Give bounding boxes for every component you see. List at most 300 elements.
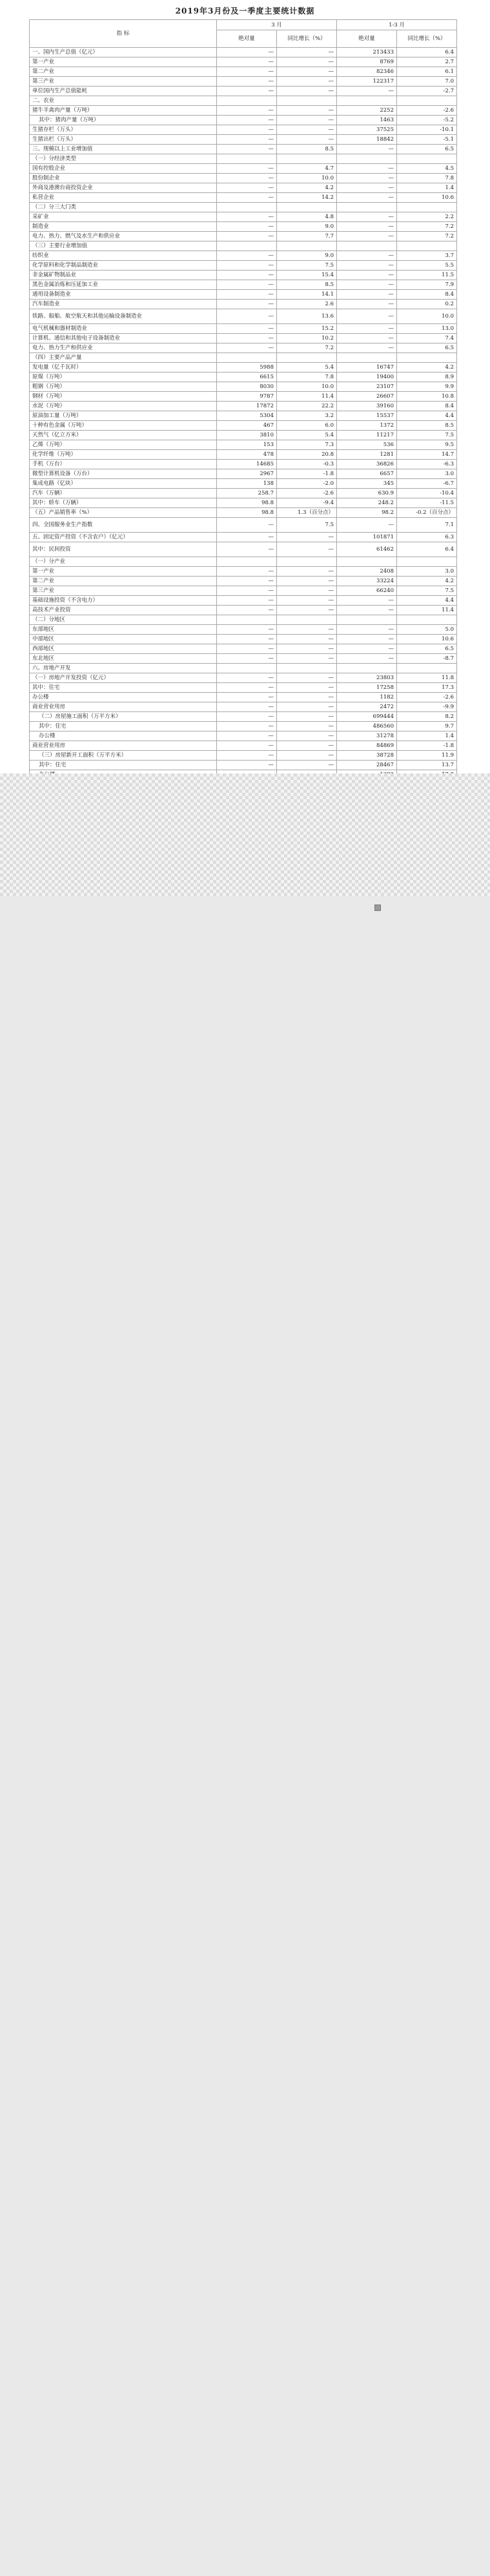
table-row <box>30 271 457 280</box>
indicator-cell: 水泥（万吨） <box>30 402 217 411</box>
month-yoy-cell: — <box>277 586 337 596</box>
ytd-yoy-cell: 8.4 <box>397 402 457 411</box>
month-yoy-cell: 9.0 <box>277 251 337 261</box>
ytd-yoy-cell: -10.1 <box>397 125 457 135</box>
month-yoy-cell: — <box>277 542 337 557</box>
table-row <box>30 57 457 67</box>
indicator-cell: （三）主要行业增加值 <box>30 241 217 251</box>
indicator-cell: 其中：猪肉产量（万吨） <box>30 116 217 125</box>
table-row <box>30 683 457 693</box>
ytd-absolute-cell: 38728 <box>337 751 397 761</box>
indicator-cell: 东北地区 <box>30 654 217 664</box>
table-row <box>30 116 457 125</box>
month-yoy-cell: — <box>277 741 337 751</box>
ytd-yoy-cell: 13.7 <box>397 761 457 770</box>
table-row <box>30 751 457 761</box>
month-absolute-cell: — <box>217 761 277 770</box>
ytd-yoy-cell: -9.9 <box>397 702 457 712</box>
ytd-absolute-cell: — <box>337 334 397 343</box>
table-row <box>30 586 457 596</box>
ytd-yoy-cell: 4.4 <box>397 596 457 606</box>
ytd-yoy-cell: 6.5 <box>397 343 457 353</box>
month-absolute-cell: — <box>217 702 277 712</box>
month-yoy-cell: -0.3 <box>277 460 337 469</box>
ytd-yoy-cell: 9.7 <box>397 722 457 731</box>
table-row <box>30 693 457 702</box>
ytd-yoy-cell <box>397 664 457 673</box>
indicator-cell: （一）房地产开发投资（亿元） <box>30 673 217 683</box>
table-row <box>30 533 457 542</box>
month-absolute-cell: — <box>217 183 277 193</box>
indicator-cell: 计算机、通信和其他电子设备制造业 <box>30 334 217 343</box>
month-absolute-cell: — <box>217 251 277 261</box>
month-yoy-cell: 5.4 <box>277 431 337 440</box>
month-absolute-cell: 98.8 <box>217 508 277 518</box>
month-absolute-cell: — <box>217 533 277 542</box>
month-absolute-cell: — <box>217 596 277 606</box>
month-yoy-cell: — <box>277 48 337 57</box>
ytd-yoy-cell: 7.1 <box>397 518 457 533</box>
indicator-cell: 其中：轿车（万辆） <box>30 498 217 508</box>
ytd-absolute-cell: — <box>337 261 397 271</box>
table-row <box>30 722 457 731</box>
ytd-absolute-cell: — <box>337 606 397 615</box>
month-absolute-cell: — <box>217 280 277 290</box>
ytd-absolute-cell: — <box>337 280 397 290</box>
ytd-yoy-cell: -10.4 <box>397 489 457 498</box>
ytd-absolute-cell <box>337 154 397 164</box>
month-absolute-cell: — <box>217 232 277 241</box>
ytd-absolute-cell: — <box>337 164 397 174</box>
table-row <box>30 300 457 309</box>
empty-viewer-area <box>0 773 490 2576</box>
month-yoy-cell <box>277 241 337 251</box>
month-absolute-cell: — <box>217 693 277 702</box>
table-row <box>30 212 457 222</box>
month-yoy-cell <box>277 353 337 363</box>
ytd-yoy-cell: 3.0 <box>397 469 457 479</box>
month-absolute-cell: — <box>217 193 277 203</box>
ytd-yoy-cell: 8.9 <box>397 373 457 382</box>
table-row <box>30 232 457 241</box>
table-row <box>30 222 457 232</box>
ytd-yoy-cell: 8.2 <box>397 712 457 722</box>
month-absolute-cell: 14685 <box>217 460 277 469</box>
table-row <box>30 154 457 164</box>
month-yoy-cell: — <box>277 67 337 77</box>
month-absolute-cell: — <box>217 174 277 183</box>
month-yoy-cell: 7.5 <box>277 261 337 271</box>
indicator-cell: 西部地区 <box>30 644 217 654</box>
month-yoy-cell: — <box>277 722 337 731</box>
indicator-cell: 私营企业 <box>30 193 217 203</box>
ytd-group-header: 1-3 月 <box>337 20 457 30</box>
ytd-yoy-cell: 11.8 <box>397 673 457 683</box>
ytd-absolute-cell: — <box>337 212 397 222</box>
indicator-cell: 四、全国服务业生产指数 <box>30 518 217 533</box>
indicator-cell: 单位国内生产总值能耗 <box>30 87 217 96</box>
indicator-cell: （二）分三大门类 <box>30 203 217 212</box>
ytd-absolute-cell: — <box>337 222 397 232</box>
ytd-yoy-cell: 7.5 <box>397 431 457 440</box>
table-row <box>30 577 457 586</box>
indicator-cell: 原煤（万吨） <box>30 373 217 382</box>
month-absolute-cell: — <box>217 48 277 57</box>
month-absolute-cell: — <box>217 577 277 586</box>
ytd-yoy-cell: 8.4 <box>397 290 457 300</box>
month-absolute-cell: — <box>217 145 277 154</box>
indicator-cell: 天然气（亿立方米） <box>30 431 217 440</box>
month-yoy-cell: 7.3 <box>277 440 337 450</box>
ytd-absolute-cell: — <box>337 174 397 183</box>
ytd-yoy-cell: 6.5 <box>397 145 457 154</box>
table-row <box>30 193 457 203</box>
month-yoy-cell: — <box>277 702 337 712</box>
ytd-yoy-cell: 4.4 <box>397 411 457 421</box>
table-row <box>30 241 457 251</box>
month-absolute-cell: — <box>217 542 277 557</box>
ytd-absolute-cell <box>337 96 397 106</box>
ytd-absolute-cell: 699444 <box>337 712 397 722</box>
ytd-yoy-cell <box>397 557 457 567</box>
ytd-absolute-cell: — <box>337 324 397 334</box>
ytd-yoy-cell <box>397 154 457 164</box>
indicator-cell: 发电量（亿千瓦时） <box>30 363 217 373</box>
table-row <box>30 469 457 479</box>
month-absolute-cell: 17872 <box>217 402 277 411</box>
ytd-yoy-cell: -11.5 <box>397 498 457 508</box>
indicator-cell: 采矿业 <box>30 212 217 222</box>
month-absolute-cell: — <box>217 673 277 683</box>
month-yoy-cell: 6.0 <box>277 421 337 431</box>
month-absolute-cell <box>217 557 277 567</box>
table-row <box>30 87 457 96</box>
ytd-yoy-cell: -2.6 <box>397 693 457 702</box>
ytd-absolute-cell: 2252 <box>337 106 397 116</box>
table-row <box>30 625 457 635</box>
ytd-yoy-cell: 11.9 <box>397 751 457 761</box>
ytd-absolute-cell: — <box>337 232 397 241</box>
month-yoy-cell: -2.6 <box>277 489 337 498</box>
indicator-cell: 生猪存栏（万头） <box>30 125 217 135</box>
table-row <box>30 392 457 402</box>
indicator-cell: 其中：住宅 <box>30 683 217 693</box>
indicator-cell: 汽车（万辆） <box>30 489 217 498</box>
table-row <box>30 664 457 673</box>
ytd-yoy-cell: -6.3 <box>397 460 457 469</box>
indicator-cell: 第二产业 <box>30 67 217 77</box>
month-yoy-cell: 8.5 <box>277 145 337 154</box>
ytd-absolute-cell: 37525 <box>337 125 397 135</box>
ytd-yoy-cell: 10.8 <box>397 392 457 402</box>
indicator-cell: （二）分地区 <box>30 615 217 625</box>
indicator-cell: 十种有色金属（万吨） <box>30 421 217 431</box>
ytd-yoy-cell: 11.4 <box>397 606 457 615</box>
month-yoy-cell: — <box>277 751 337 761</box>
ytd-yoy-cell: 6.5 <box>397 644 457 654</box>
month-absolute-cell: — <box>217 271 277 280</box>
ytd-yoy-cell: -8.7 <box>397 654 457 664</box>
table-row <box>30 334 457 343</box>
ytd-yoy-cell <box>397 353 457 363</box>
table-row <box>30 489 457 498</box>
table-row <box>30 421 457 431</box>
month-absolute-cell: — <box>217 125 277 135</box>
indicator-cell: 二、农业 <box>30 96 217 106</box>
ytd-yoy-cell: 6.3 <box>397 533 457 542</box>
ytd-absolute-cell: — <box>337 635 397 644</box>
table-row <box>30 731 457 741</box>
indicator-cell: 五、固定资产投资（不含农户）（亿元） <box>30 533 217 542</box>
month-yoy-cell: 20.8 <box>277 450 337 460</box>
month-absolute-cell: — <box>217 751 277 761</box>
table-row <box>30 450 457 460</box>
ytd-absolute-cell: — <box>337 183 397 193</box>
ytd-yoy-cell: 4.2 <box>397 577 457 586</box>
table-row <box>30 382 457 392</box>
month-absolute-cell: — <box>217 712 277 722</box>
indicator-cell: （一）分经济类型 <box>30 154 217 164</box>
month-yoy-cell: 4.7 <box>277 164 337 174</box>
month-yoy-cell: 10.2 <box>277 334 337 343</box>
ytd-yoy-cell: 2.7 <box>397 57 457 67</box>
ytd-absolute-cell: 17258 <box>337 683 397 693</box>
indicator-cell: 股份制企业 <box>30 174 217 183</box>
indicator-cell: 六、房地产开发 <box>30 664 217 673</box>
ytd-absolute-cell: — <box>337 654 397 664</box>
table-row <box>30 479 457 489</box>
ytd-yoy-cell: 1.4 <box>397 731 457 741</box>
indicator-cell: 原油加工量（万吨） <box>30 411 217 421</box>
month-absolute-cell: 467 <box>217 421 277 431</box>
indicator-cell: 中部地区 <box>30 635 217 644</box>
indicator-cell: 其中：民间投资 <box>30 542 217 557</box>
ytd-absolute-cell <box>337 241 397 251</box>
indicator-cell: 通用设备制造业 <box>30 290 217 300</box>
ytd-absolute-cell: 39160 <box>337 402 397 411</box>
ytd-absolute-cell <box>337 557 397 567</box>
month-absolute-cell: — <box>217 731 277 741</box>
month-absolute-cell: — <box>217 87 277 96</box>
table-row <box>30 280 457 290</box>
ytd-yoy-cell: 9.9 <box>397 382 457 392</box>
month-yoy-cell: 7.8 <box>277 373 337 382</box>
month-yoy-cell: 15.2 <box>277 324 337 334</box>
ytd-absolute-cell: 18842 <box>337 135 397 145</box>
table-row <box>30 251 457 261</box>
indicator-cell: 集成电路（亿块） <box>30 479 217 489</box>
month-absolute-cell: — <box>217 164 277 174</box>
month-absolute-cell: — <box>217 343 277 353</box>
indicator-cell: 第三产业 <box>30 586 217 596</box>
table-row <box>30 363 457 373</box>
viewer-handle-icon[interactable] <box>374 905 381 911</box>
month-absolute-cell: — <box>217 116 277 125</box>
month-absolute-cell: — <box>217 518 277 533</box>
ytd-absolute-cell: 11217 <box>337 431 397 440</box>
ytd-absolute-cell: 345 <box>337 479 397 489</box>
table-row <box>30 518 457 533</box>
ytd-yoy-cell: 9.5 <box>397 440 457 450</box>
ytd-absolute-cell <box>337 353 397 363</box>
table-row <box>30 145 457 154</box>
table-row <box>30 402 457 411</box>
month-absolute-cell: — <box>217 106 277 116</box>
ytd-yoy-header: 同比增长（%） <box>397 30 457 48</box>
month-yoy-cell: — <box>277 683 337 693</box>
table-row <box>30 654 457 664</box>
month-yoy-cell: -2.0 <box>277 479 337 489</box>
month-absolute-cell: 6615 <box>217 373 277 382</box>
month-yoy-cell: 7.5 <box>277 518 337 533</box>
indicator-cell: 电力、热力生产和供应业 <box>30 343 217 353</box>
month-yoy-cell: 8.5 <box>277 280 337 290</box>
month-absolute-cell: 98.8 <box>217 498 277 508</box>
ytd-absolute-cell: — <box>337 290 397 300</box>
table-row <box>30 741 457 751</box>
table-row <box>30 343 457 353</box>
month-yoy-header: 同比增长（%） <box>277 30 337 48</box>
indicator-cell: 第二产业 <box>30 577 217 586</box>
month-yoy-cell: — <box>277 533 337 542</box>
month-yoy-cell: 22.2 <box>277 402 337 411</box>
indicator-cell: 办公楼 <box>30 731 217 741</box>
month-absolute-cell: — <box>217 654 277 664</box>
month-yoy-cell: 2.6 <box>277 300 337 309</box>
month-yoy-cell: — <box>277 625 337 635</box>
ytd-absolute-cell: 213433 <box>337 48 397 57</box>
ytd-absolute-cell: — <box>337 309 397 324</box>
table-row <box>30 183 457 193</box>
month-absolute-cell: — <box>217 212 277 222</box>
ytd-absolute-cell: 16747 <box>337 363 397 373</box>
month-yoy-cell: 11.4 <box>277 392 337 402</box>
ytd-absolute-cell: 8769 <box>337 57 397 67</box>
ytd-yoy-cell: 7.8 <box>397 174 457 183</box>
month-absolute-cell: 2967 <box>217 469 277 479</box>
table-row <box>30 309 457 324</box>
month-absolute-cell: — <box>217 309 277 324</box>
month-yoy-cell: — <box>277 87 337 96</box>
month-yoy-cell: 10.0 <box>277 174 337 183</box>
indicator-cell: 商业营业用房 <box>30 702 217 712</box>
ytd-yoy-cell: 17.3 <box>397 683 457 693</box>
ytd-yoy-cell: 0.2 <box>397 300 457 309</box>
month-yoy-cell <box>277 664 337 673</box>
ytd-absolute-cell: 1372 <box>337 421 397 431</box>
ytd-absolute-cell: 1182 <box>337 693 397 702</box>
month-absolute-cell: 153 <box>217 440 277 450</box>
indicator-cell: （二）房屋施工面积（万平方米） <box>30 712 217 722</box>
ytd-absolute-cell: 23803 <box>337 673 397 683</box>
ytd-absolute-cell: — <box>337 518 397 533</box>
ytd-yoy-cell: 10.0 <box>397 309 457 324</box>
indicator-cell: 办公楼 <box>30 693 217 702</box>
transparency-pattern <box>0 773 490 896</box>
ytd-absolute-cell: 2408 <box>337 567 397 577</box>
indicator-cell: 乙烯（万吨） <box>30 440 217 450</box>
month-absolute-cell: — <box>217 67 277 77</box>
ytd-yoy-cell <box>397 241 457 251</box>
month-absolute-cell: 138 <box>217 479 277 489</box>
ytd-yoy-cell: -0.2（百分点） <box>397 508 457 518</box>
month-yoy-cell: 5.4 <box>277 363 337 373</box>
ytd-absolute-cell: 23107 <box>337 382 397 392</box>
ytd-yoy-cell: 4.5 <box>397 164 457 174</box>
month-yoy-cell <box>277 615 337 625</box>
month-yoy-cell: — <box>277 106 337 116</box>
month-yoy-cell: — <box>277 731 337 741</box>
table-row <box>30 67 457 77</box>
indicator-cell: 国有控股企业 <box>30 164 217 174</box>
indicator-cell: 基础设施投资（不含电力） <box>30 596 217 606</box>
indicator-cell: 其中：住宅 <box>30 722 217 731</box>
indicator-cell: （五）产品销售率（%） <box>30 508 217 518</box>
month-absolute-cell: — <box>217 222 277 232</box>
ytd-absolute-cell: 630.9 <box>337 489 397 498</box>
indicator-cell: 黑色金属冶炼和压延加工业 <box>30 280 217 290</box>
indicator-cell: 微型计算机设备（万台） <box>30 469 217 479</box>
table-row <box>30 164 457 174</box>
indicator-cell: 钢材（万吨） <box>30 392 217 402</box>
indicator-cell: 电力、热力、燃气及水生产和供应业 <box>30 232 217 241</box>
ytd-yoy-cell: 4.2 <box>397 363 457 373</box>
ytd-absolute-cell: 15537 <box>337 411 397 421</box>
month-absolute-cell <box>217 241 277 251</box>
ytd-absolute-cell: — <box>337 300 397 309</box>
ytd-yoy-cell: 7.4 <box>397 334 457 343</box>
month-absolute-cell: — <box>217 606 277 615</box>
month-yoy-cell: 4.2 <box>277 183 337 193</box>
table-row <box>30 440 457 450</box>
indicator-cell: （四）主要产品产量 <box>30 353 217 363</box>
month-yoy-cell: 1.3（百分点） <box>277 508 337 518</box>
ytd-yoy-cell <box>397 96 457 106</box>
month-yoy-cell: 7.7 <box>277 232 337 241</box>
ytd-absolute-cell: 98.2 <box>337 508 397 518</box>
month-yoy-cell: — <box>277 57 337 67</box>
month-absolute-cell: — <box>217 261 277 271</box>
ytd-yoy-cell: -2.6 <box>397 106 457 116</box>
table-row <box>30 557 457 567</box>
table-row <box>30 635 457 644</box>
ytd-yoy-cell: 7.2 <box>397 222 457 232</box>
ytd-absolute-cell: — <box>337 193 397 203</box>
month-yoy-cell: — <box>277 712 337 722</box>
month-yoy-cell: 15.4 <box>277 271 337 280</box>
month-absolute-cell <box>217 615 277 625</box>
month-yoy-cell: — <box>277 644 337 654</box>
table-row <box>30 712 457 722</box>
month-absolute-cell: — <box>217 300 277 309</box>
month-absolute-cell: 5304 <box>217 411 277 421</box>
ytd-absolute-cell: 28467 <box>337 761 397 770</box>
indicator-cell: 商业营业用房 <box>30 741 217 751</box>
ytd-absolute-cell: — <box>337 251 397 261</box>
ytd-yoy-cell: 6.4 <box>397 542 457 557</box>
table-row <box>30 174 457 183</box>
month-absolute-cell <box>217 353 277 363</box>
table-row <box>30 261 457 271</box>
indicator-cell: 第一产业 <box>30 57 217 67</box>
month-absolute-cell: 9787 <box>217 392 277 402</box>
ytd-yoy-cell: 2.2 <box>397 212 457 222</box>
month-absolute-cell: — <box>217 135 277 145</box>
ytd-yoy-cell: -5.1 <box>397 135 457 145</box>
month-absolute-header: 绝对量 <box>217 30 277 48</box>
ytd-absolute-cell: 1463 <box>337 116 397 125</box>
month-yoy-cell: 7.2 <box>277 343 337 353</box>
